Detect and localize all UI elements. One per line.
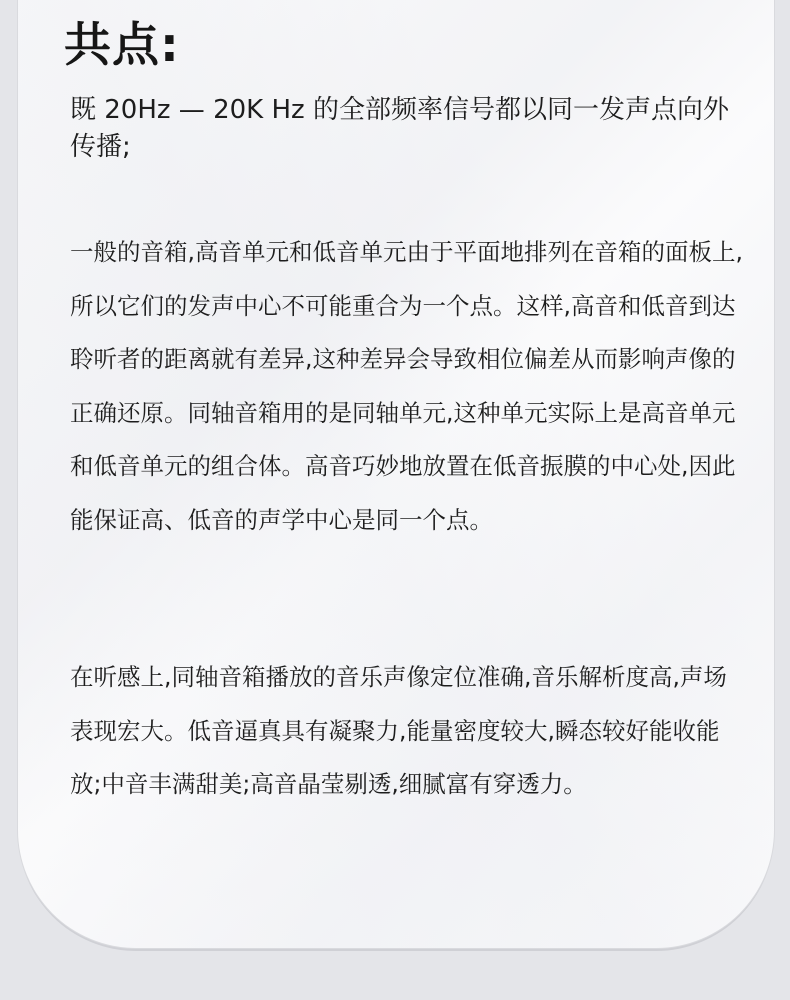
- paragraph-speaker-layout: 一般的音箱,高音单元和低音单元由于平面地排列在音箱的面板上,所以它们的发声中心不可能重合为一个点。这样,高音和低音到达聆听者的距离就有差异,这种差异会导致相位偏差从而影响声像的正确还原。同轴音箱用的是同轴单元,这种单元实际上是高音单元和低音单元的组合体。高音巧妙地放置在低音振膜的中心处,因此能保证高、低音的声学中心是同一个点。: [70, 238, 743, 534]
- page-title: 共点:: [64, 18, 180, 73]
- intro-text: 既 20Hz — 20K Hz 的全部频率信号都以同一发声点向外传播;: [70, 95, 729, 162]
- paragraph-listening-experience: 在听感上,同轴音箱播放的音乐声像定位准确,音乐解析度高,声场表现宏大。低音逼真具有凝聚力,能量密度较大,瞬态较好能收能放;中音丰满甜美;高音晶莹剔透,细腻富有穿透力。: [70, 663, 727, 798]
